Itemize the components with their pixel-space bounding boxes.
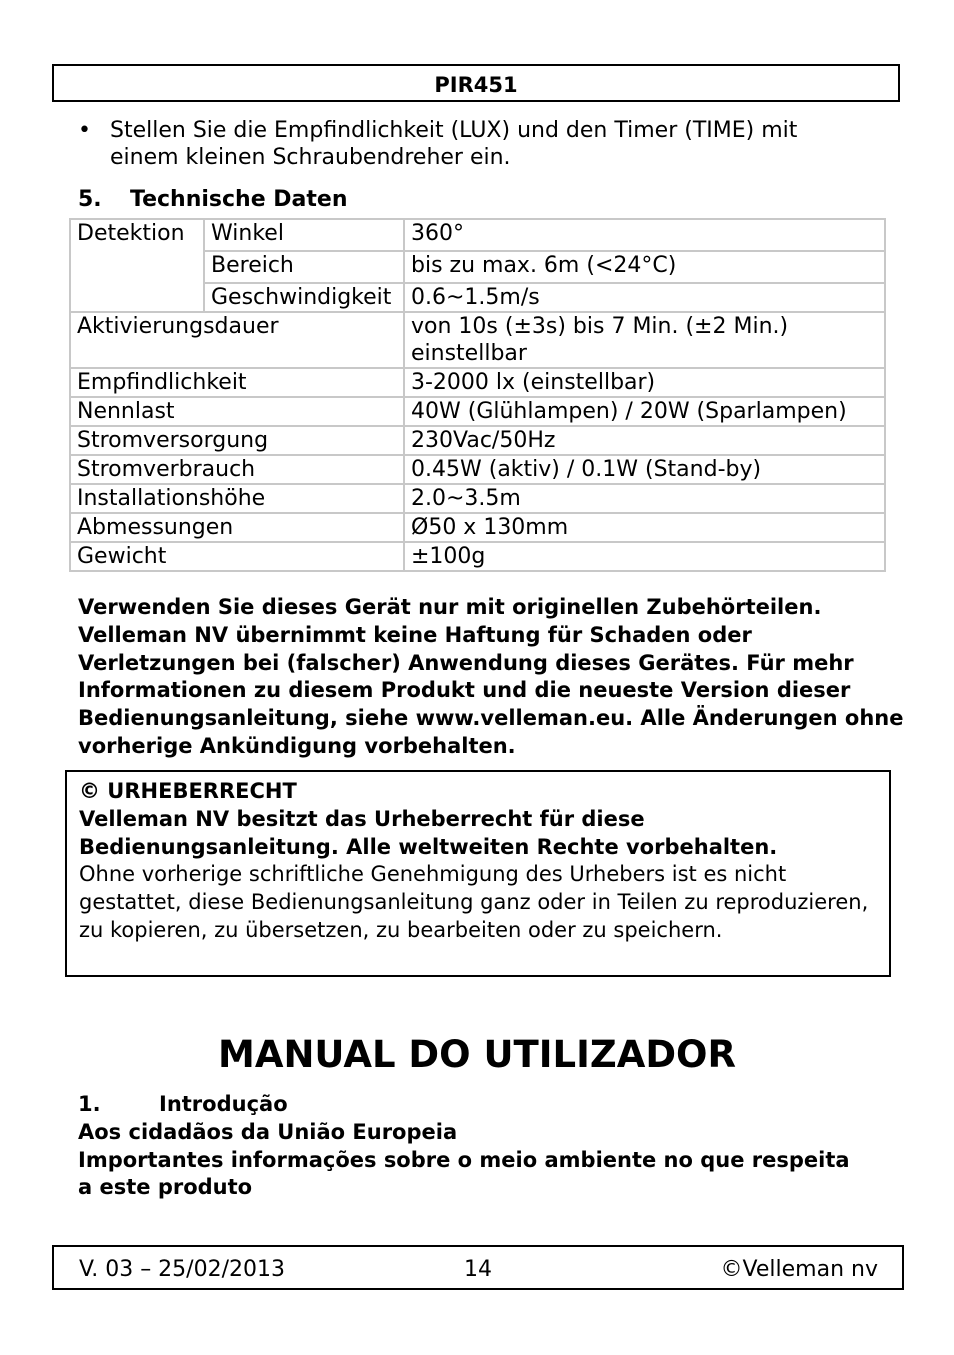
warning-paragraph: Verwenden Sie dieses Gerät nur mit originellen Zubehörteilen. Velleman NV übernimmt keine Haftung für Schaden oder Verletzungen bei (falscher) Anwendung dieses Gerätes. Für mehr Informationen zu diesem Produkt und die neueste Version dieser Bedienungsanleitung, siehe www.velleman.eu. Alle Änderungen ohne vorherige Ankündigung vorbehalten. bbox=[78, 595, 904, 758]
table-row bbox=[70, 397, 885, 426]
spec-value: 40W (Glühlampen) / 20W (Sparlampen) bbox=[404, 397, 885, 426]
table-row bbox=[70, 219, 885, 251]
spec-label: Detektion bbox=[70, 219, 204, 312]
table-row bbox=[70, 542, 885, 571]
intro-line2: Importantes informações sobre o meio ambiente no que respeita a este produto bbox=[78, 1147, 850, 1200]
spec-value: 0.45W (aktiv) / 0.1W (Stand-by) bbox=[404, 455, 885, 484]
footer-page-number: 14 bbox=[464, 1257, 492, 1282]
section-heading bbox=[78, 186, 348, 213]
footer-copyright: ©Velleman nv bbox=[720, 1257, 878, 1282]
spec-label: Stromversorgung bbox=[70, 426, 404, 455]
intro-number: 1. bbox=[78, 1092, 101, 1116]
copyright-bold-text: Velleman NV besitzt das Urheberrecht für diese Bedienungsanleitung. Alle weltweiten Rechte vorbehalten. bbox=[79, 806, 778, 859]
intro-line1: Aos cidadãos da União Europeia bbox=[78, 1119, 458, 1144]
spec-label: Gewicht bbox=[70, 542, 404, 571]
spec-value: Ø50 x 130mm bbox=[404, 513, 885, 542]
footer-version: V. 03 – 25/02/2013 bbox=[79, 1257, 285, 1282]
table-row bbox=[70, 484, 885, 513]
spec-label: Aktivierungsdauer bbox=[70, 312, 404, 368]
table-row bbox=[70, 426, 885, 455]
table-row bbox=[70, 513, 885, 542]
bullet-symbol: • bbox=[78, 118, 91, 143]
section-number: 5. bbox=[78, 187, 102, 212]
table-row bbox=[70, 312, 885, 368]
spec-sublabel: Winkel bbox=[204, 219, 404, 251]
intro-section bbox=[78, 1091, 858, 1202]
spec-value: 230Vac/50Hz bbox=[404, 426, 885, 455]
spec-sublabel: Bereich bbox=[204, 251, 404, 283]
manual-title: MANUAL DO UTILIZADOR bbox=[218, 1033, 736, 1076]
table-row bbox=[70, 455, 885, 484]
page-footer bbox=[52, 1245, 904, 1290]
spec-value: 0.6~1.5m/s bbox=[404, 283, 885, 312]
spec-value: 360° bbox=[404, 219, 885, 251]
table-row bbox=[70, 368, 885, 397]
copyright-heading: © URHEBERRECHT bbox=[79, 779, 297, 803]
spec-table bbox=[69, 218, 886, 572]
intro-title: Introdução bbox=[159, 1092, 288, 1116]
intro-heading bbox=[78, 1091, 858, 1119]
spec-sublabel: Geschwindigkeit bbox=[204, 283, 404, 312]
spec-value: 2.0~3.5m bbox=[404, 484, 885, 513]
page-header-model: PIR451 bbox=[52, 64, 900, 102]
bullet-text: Stellen Sie die Empfindlichkeit (LUX) und den Timer (TIME) mit einem kleinen Schraubendreher ein. bbox=[110, 118, 798, 170]
spec-label: Nennlast bbox=[70, 397, 404, 426]
spec-value: ±100g bbox=[404, 542, 885, 571]
spec-value: von 10s (±3s) bis 7 Min. (±2 Min.) einstellbar bbox=[404, 312, 885, 368]
spec-label: Abmessungen bbox=[70, 513, 404, 542]
spec-value: 3-2000 lx (einstellbar) bbox=[404, 368, 885, 397]
copyright-box bbox=[65, 770, 891, 977]
spec-value: bis zu max. 6m (<24°C) bbox=[404, 251, 885, 283]
spec-label: Empfindlichkeit bbox=[70, 368, 404, 397]
section-title: Technische Daten bbox=[130, 187, 348, 212]
copyright-text: Ohne vorherige schriftliche Genehmigung des Urhebers ist es nicht gestattet, diese Bedienungsanleitung ganz oder in Teilen zu reproduzieren, zu kopieren, zu übersetzen, zu bearbeiten oder zu speichern. bbox=[79, 862, 869, 942]
spec-label: Installationshöhe bbox=[70, 484, 404, 513]
spec-label: Stromverbrauch bbox=[70, 455, 404, 484]
